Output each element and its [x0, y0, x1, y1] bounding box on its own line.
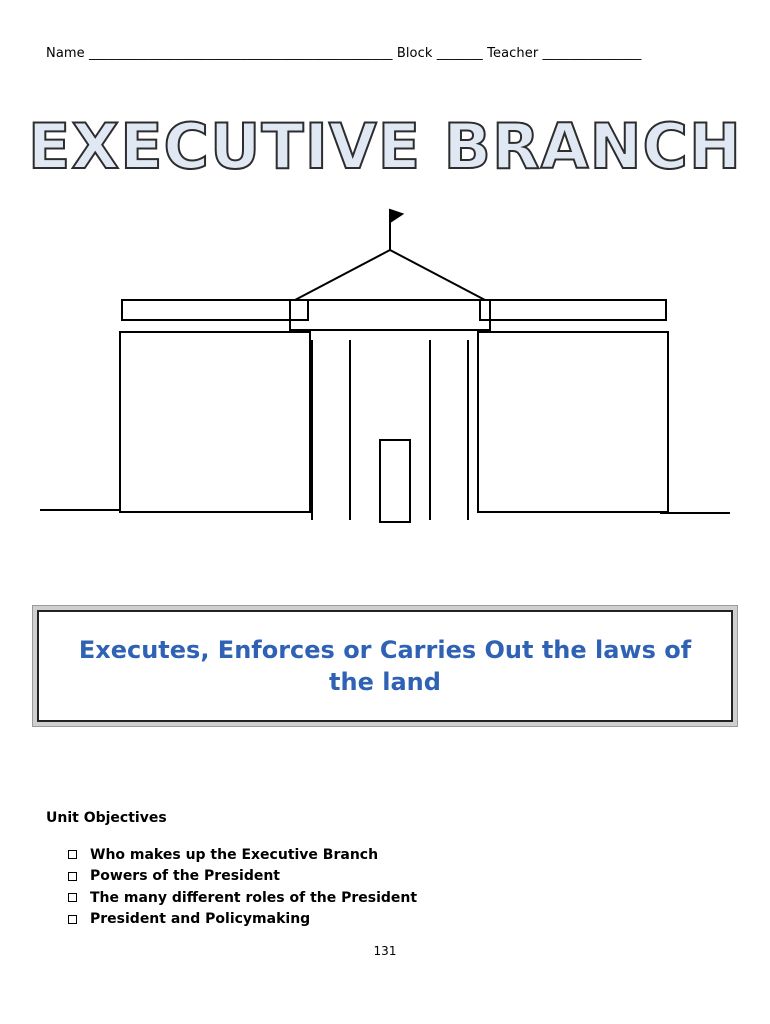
list-item — [68, 887, 417, 909]
page-title: EXECUTIVE BRANCH — [28, 110, 742, 183]
page-number: 131 — [373, 944, 397, 958]
objective-text: The many different roles of the President — [90, 889, 418, 906]
list-item — [68, 844, 417, 866]
checkbox-icon — [68, 915, 77, 924]
checkbox-icon — [68, 872, 77, 881]
banner-text: Executes, Enforces or Carries Out the laws of the land — [78, 636, 692, 696]
objective-text: President and Policymaking — [90, 911, 311, 928]
list-item — [68, 866, 417, 888]
checkbox-icon — [68, 850, 77, 859]
name-block-teacher-line: Name ______________________________________________ Block _______ Teacher _______________ — [46, 46, 642, 61]
objective-text: Who makes up the Executive Branch — [90, 846, 379, 863]
checkbox-icon — [68, 893, 77, 902]
unit-objectives-heading: Unit Objectives — [46, 810, 167, 826]
objectives-list — [68, 844, 417, 930]
banner-frame — [32, 605, 738, 727]
objective-text: Powers of the President — [90, 868, 280, 885]
banner-inner-box — [37, 610, 733, 722]
white-house-illustration — [40, 200, 730, 560]
list-item — [68, 909, 417, 931]
